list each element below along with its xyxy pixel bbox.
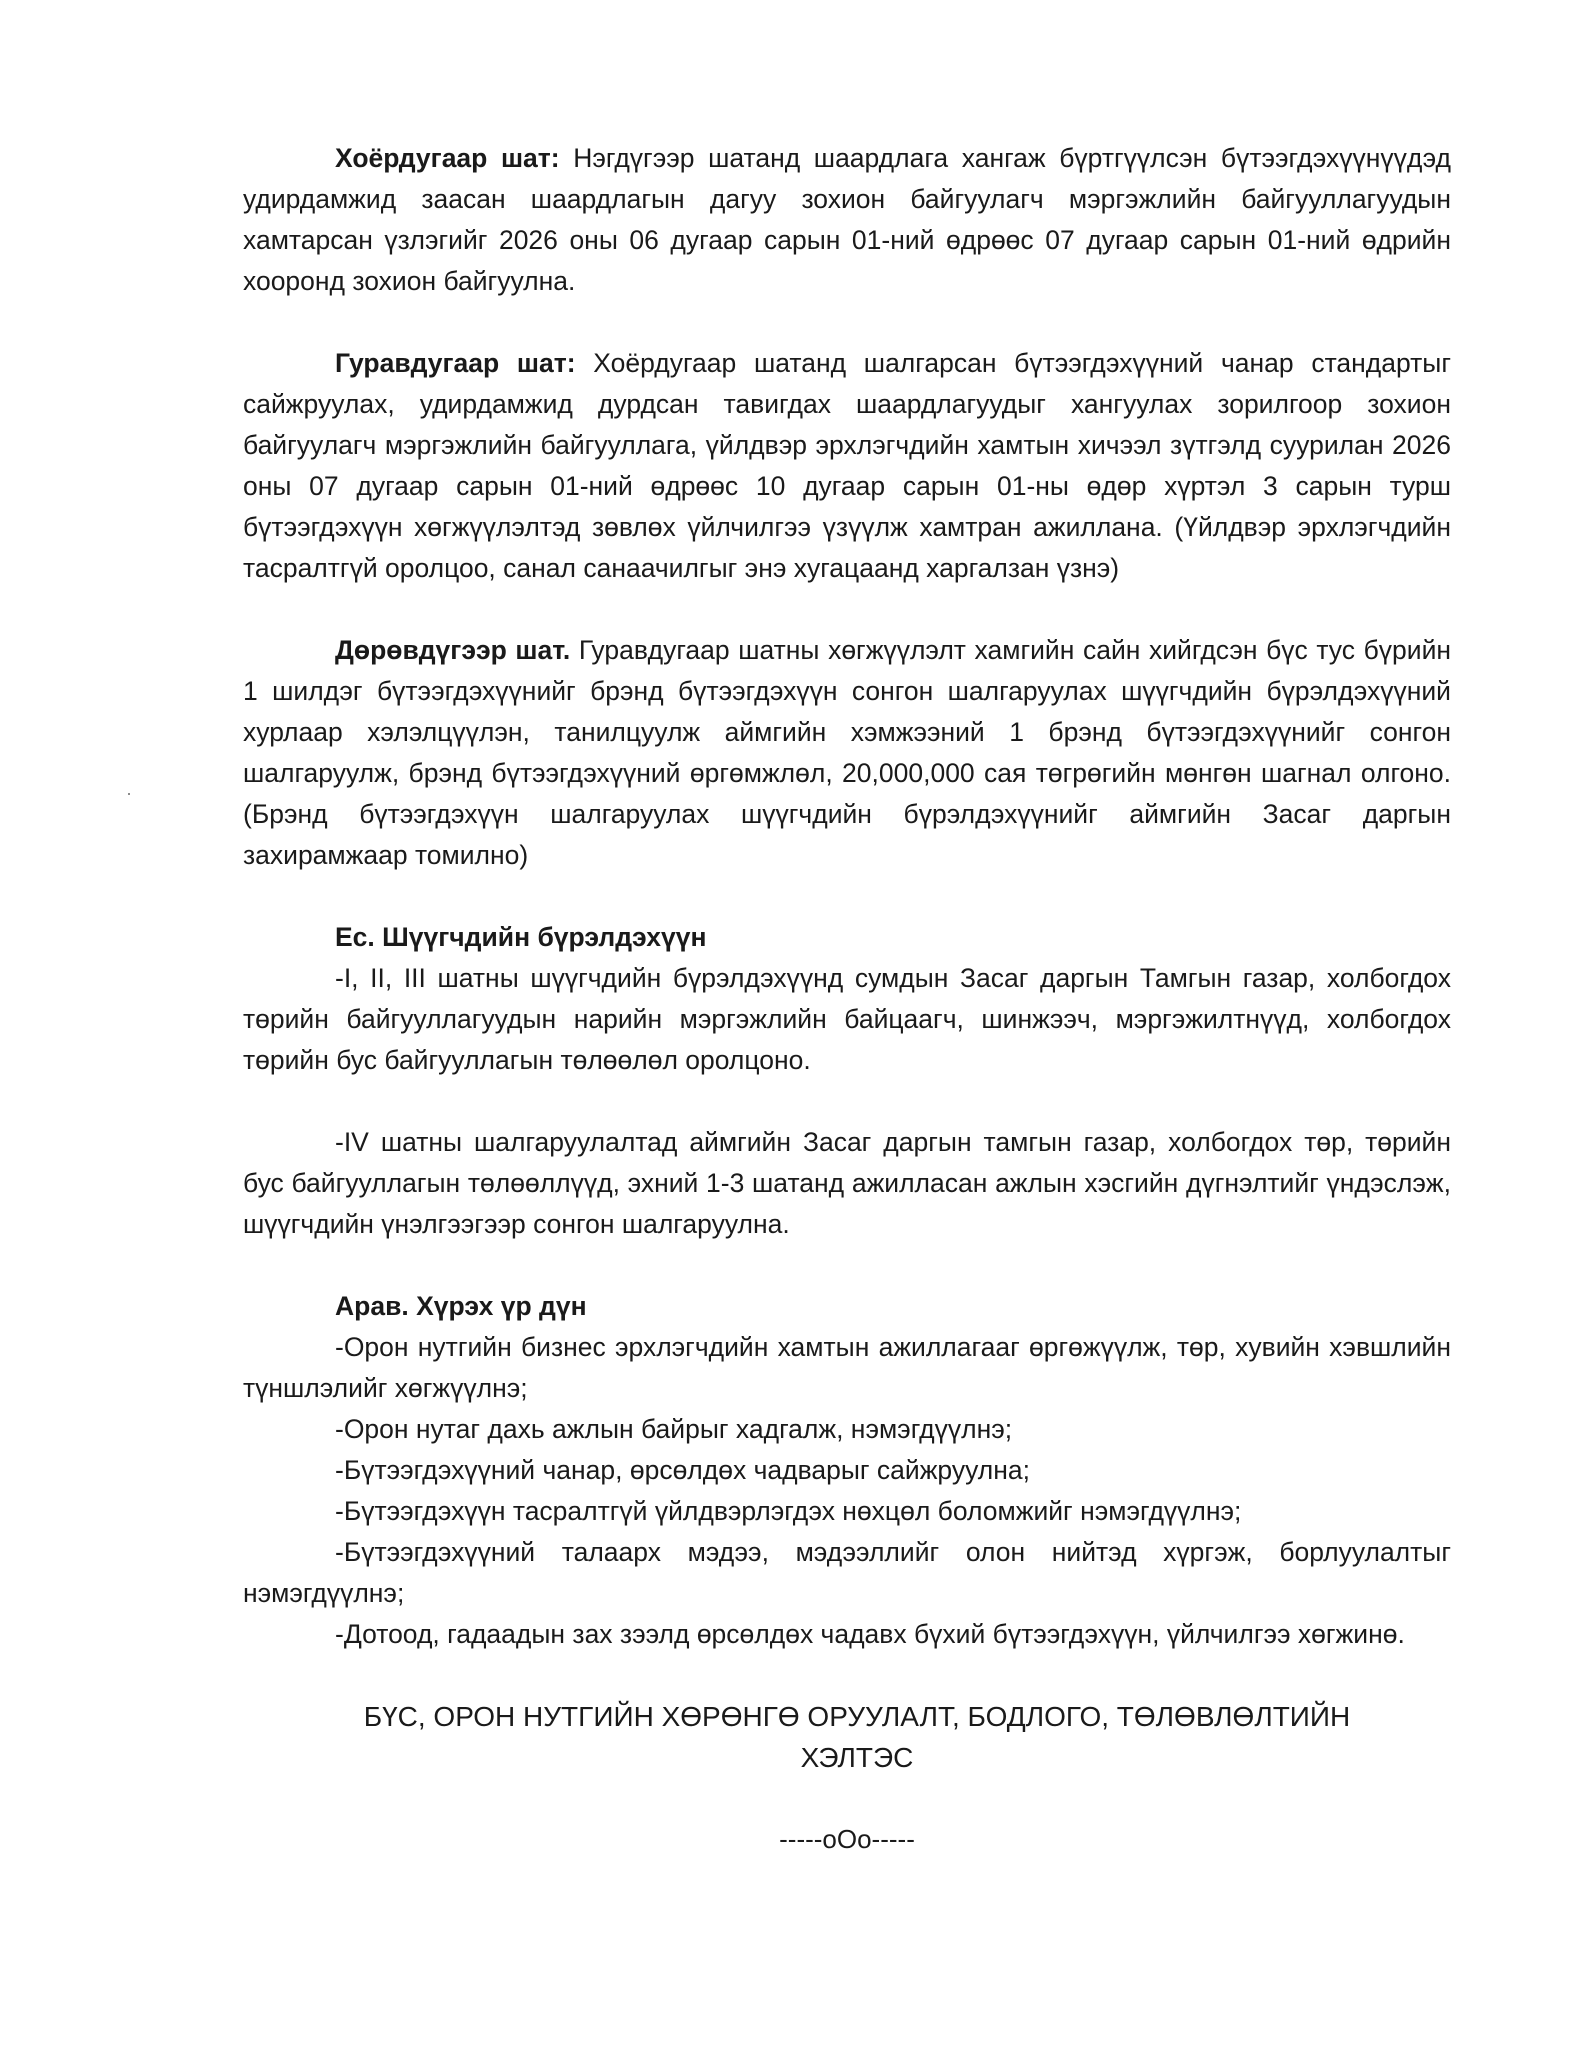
stage-2-paragraph: [243, 138, 1451, 302]
stage-3-paragraph: [243, 343, 1451, 589]
department-name-line-2: ХЭЛТЭС: [800, 1742, 914, 1773]
document-page: [243, 138, 1451, 1860]
stage-2-label: Хоёрдугаар шат:: [335, 143, 560, 173]
scan-speck: [128, 793, 130, 795]
department-name-line-1: БҮС, ОРОН НУТГИЙН ХӨРӨНГӨ ОРУУЛАЛТ, БОДЛОГО, ТӨЛӨВЛӨЛТИЙН: [363, 1701, 1351, 1732]
section-10-item: -Орон нутгийн бизнес эрхлэгчдийн хамтын ажиллагааг өргөжүүлж, төр, хувийн хэвшлийн түншлэлийг хөгжүүлнэ;: [243, 1332, 1451, 1403]
section-10-heading: Арав. Хүрэх үр дүн: [335, 1291, 587, 1321]
stage-3-text: Хоёрдугаар шатанд шалгарсан бүтээгдэхүүний чанар стандартыг сайжруулах, удирдамжид дурдсан тавигдах шаардлагуудыг хангуулах зорилгоор зохион байгуулагч мэргэжлийн байгууллага, үйлдвэр эрхлэгчдийн хамтын хичээл зүтгэлд суурилан 2026 оны 07 дугаар сарын 01-ний өдрөөс 10 дугаар сарын 01-ны өдөр хүртэл 3 сарын турш бүтээгдэхүүн хөгжүүлэлтэд зөвлөх үйлчилгээ үзүүлж хамтран ажиллана. (Үйлдвэр эрхлэгчдийн тасралтгүй оролцоо, санал санаачилгыг энэ хугацаанд харгалзан үзнэ): [243, 348, 1451, 583]
section-9-item: -IV шатны шалгаруулалтад аймгийн Засаг даргын тамгын газар, холбогдох төр, төрийн бус байгууллагын төлөөллүүд, эхний 1-3 шатанд ажилласан ажлын хэсгийн дүгнэлтийг үндэслэж, шүүгчдийн үнэлгээгээр сонгон шалгаруулна.: [243, 1127, 1451, 1239]
end-mark: -----oOo-----: [779, 1824, 915, 1854]
stage-4-paragraph: [243, 630, 1451, 876]
stage-2-text: Нэгдүгээр шатанд шаардлага хангаж бүртгүүлсэн бүтээгдэхүүнүүдэд удирдамжид заасан шаардлагын дагуу зохион байгуулагч мэргэжлийн байгууллагуудын хамтарсан үзлэгийг 2026 оны 06 дугаар сарын 01-ний өдрөөс 07 дугаар сарын 01-ний өдрийн хооронд зохион байгуулна.: [243, 143, 1452, 296]
stage-3-label: Гуравдугаар шат:: [335, 348, 576, 378]
section-9-item: -I, II, III шатны шүүгчдийн бүрэлдэхүүнд сумдын Засаг даргын Тамгын газар, холбогдох төрийн байгууллагуудын нарийн мэргэжлийн байцаагч, шинжээч, мэргэжилтнүүд, холбогдох төрийн бус байгууллагын төлөөлөл оролцоно.: [243, 963, 1451, 1075]
stage-4-text: Гуравдугаар шатны хөгжүүлэлт хамгийн сайн хийгдсэн бүс тус бүрийн 1 шилдэг бүтээгдэхүүнийг брэнд бүтээгдэхүүн сонгон шалгаруулах шүүгчдийн бүрэлдэхүүний хурлаар хэлэлцүүлэн, танилцуулж аймгийн хэмжээний 1 брэнд бүтээгдэхүүнийг сонгон шалгаруулж, брэнд бүтээгдэхүүний өргөмжлөл, 20,000,000 сая төгрөгийн мөнгөн шагнал олгоно. (Брэнд бүтээгдэхүүн шалгаруулах шүүгчдийн бүрэлдэхүүнийг аймгийн Засаг даргын захирамжаар томилно): [243, 635, 1452, 870]
section-10-item: -Бүтээгдэхүүний чанар, өрсөлдөх чадварыг сайжруулна;: [335, 1455, 1030, 1485]
section-10-item: -Бүтээгдэхүүн тасралтгүй үйлдвэрлэгдэх нөхцөл боломжийг нэмэгдүүлнэ;: [335, 1496, 1242, 1526]
section-10-item: -Дотоод, гадаадын зах зээлд өрсөлдөх чадавх бүхий бүтээгдэхүүн, үйлчилгээ хөгжинө.: [335, 1619, 1405, 1649]
section-10-item: -Орон нутаг дахь ажлын байрыг хадгалж, нэмэгдүүлнэ;: [335, 1414, 1013, 1444]
stage-4-label: Дөрөвдүгээр шат.: [335, 635, 571, 665]
section-10-item: -Бүтээгдэхүүний талаарх мэдээ, мэдээллийг олон нийтэд хүргэж, борлуулалтыг нэмэгдүүлнэ;: [243, 1537, 1451, 1608]
section-9-heading: Ес. Шүүгчдийн бүрэлдэхүүн: [335, 922, 707, 952]
